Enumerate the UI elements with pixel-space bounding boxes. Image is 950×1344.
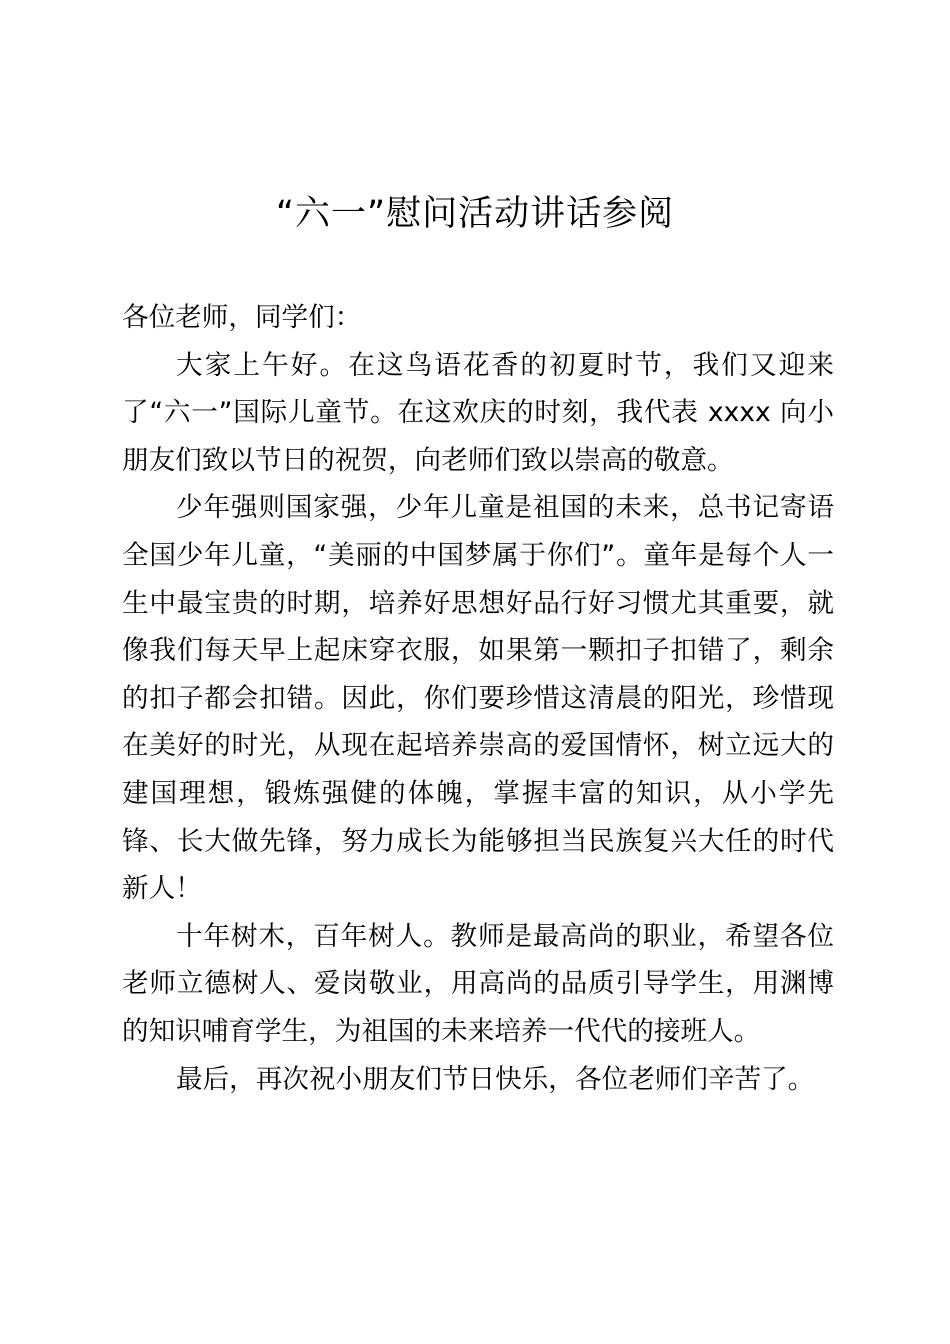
document-title: “六一”慰问活动讲话参阅 [275, 194, 675, 234]
paragraph-teachers: 十年树木，百年树人。教师是最高尚的职业，希望各位老师立德树人、爱岗敬业，用高尚的品质引导学生，用渊博的知识哺育学生，为祖国的未来培养一代代的接班人。 [122, 920, 834, 1047]
document-body [122, 294, 834, 1103]
paragraph-greeting: 大家上午好。在这鸟语花香的初夏时节，我们又迎来了“六一”国际儿童节。在这欢庆的时刻，我代表 xxxx 向小朋友们致以节日的祝贺，向老师们致以崇高的敬意。 [122, 349, 834, 476]
paragraph-youth: 少年强则国家强，少年儿童是祖国的未来，总书记寄语全国少年儿童，“美丽的中国梦属于你们”。童年是每个人一生中最宝贵的时期，培养好思想好品行好习惯尤其重要，就像我们每天早上起床穿衣服，如果第一颗扣子扣错了，剩余的扣子都会扣错。因此，你们要珍惜这清晨的阳光，珍惜现在美好的时光，从现在起培养崇高的爱国情怀，树立远大的建国理想，锻炼强健的体魄，掌握丰富的知识，从小学先锋、长大做先锋，努力成长为能够担当民族复兴大任的时代新人！ [122, 492, 834, 905]
paragraph-closing: 最后，再次祝小朋友们节日快乐，各位老师们辛苦了。 [176, 1063, 815, 1095]
salutation: 各位老师，同学们： [122, 302, 362, 333]
